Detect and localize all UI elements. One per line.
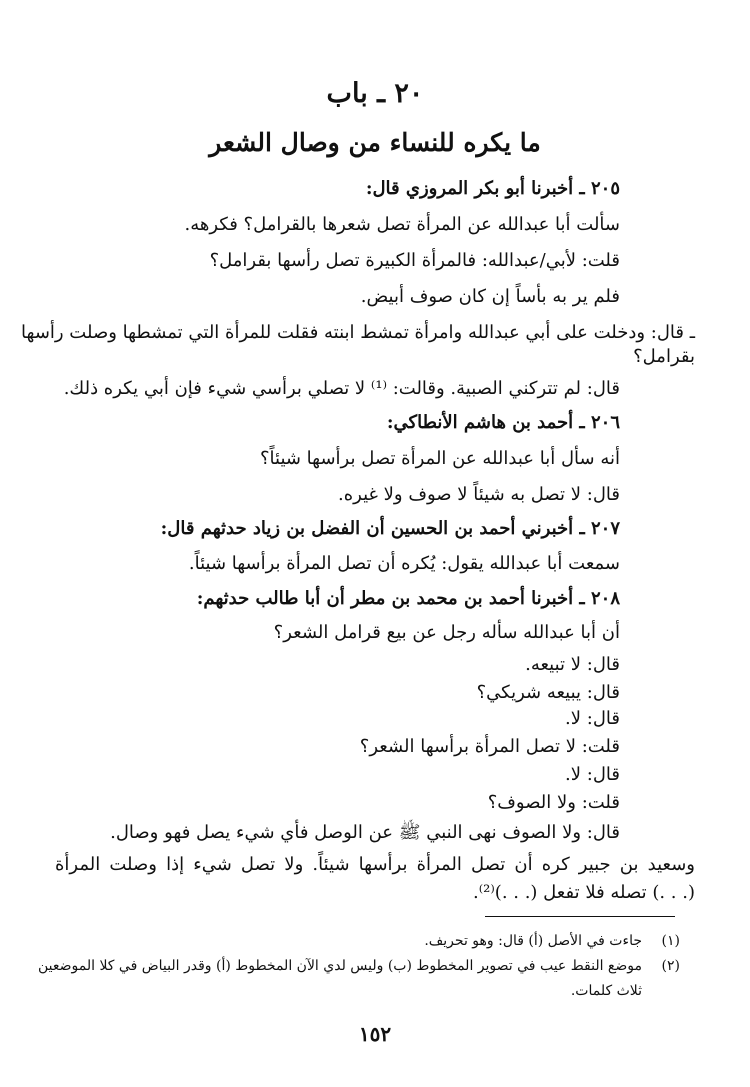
text-line: قلت: لا تصل المرأة برأسها الشعر؟	[359, 736, 620, 757]
chapter-title: ما يكره للنساء من وصال الشعر	[209, 128, 541, 157]
footnote-text: موضع النقط عيب في تصوير المخطوط (ب) وليس لدي الآن المخطوط (أ) وقدر البياض في كلا الموضعين	[38, 958, 642, 974]
footnote-mark: (١)	[661, 933, 680, 949]
footnote-mark: (٢)	[661, 958, 680, 974]
text-line-207: ٢٠٧ ـ أخبرني أحمد بن الحسين أن الفضل بن زياد حدثهم قال:	[160, 518, 620, 539]
text-line-206: ٢٠٦ ـ أحمد بن هاشم الأنطاكي:	[386, 412, 620, 433]
text-line: قال: لا.	[565, 764, 620, 785]
text-line-205: ٢٠٥ ـ أخبرنا أبو بكر المروزي قال:	[365, 178, 620, 199]
text-line: قال: لا.	[565, 708, 620, 729]
text-line: بقرامل؟	[633, 346, 695, 367]
text-line: قلت: ولا الصوف؟	[487, 792, 620, 813]
text-line: ـ قال: ودخلت على أبي عبدالله وامرأة تمشط ابنته فقلت للمرأة التي تمشطها وصلت رأسها	[21, 322, 695, 343]
text-line: أن أبا عبدالله سأله رجل عن بيع قرامل الشعر؟	[273, 622, 620, 643]
text-line: قال: لم تتركني الصبية. وقالت: ⁽¹⁾ لا تصلي برأسي شيء فإن أبي يكره ذلك.	[63, 378, 620, 399]
text-line: (. . .) تصله فلا تفعل (. . .)⁽²⁾.	[473, 882, 695, 903]
footnote-text: ثلاث كلمات.	[570, 983, 642, 999]
text-line: قلت: لأبي/عبدالله: فالمرأة الكبيرة تصل رأسها بقرامل؟	[209, 250, 620, 271]
text-line: أنه سأل أبا عبدالله عن المرأة تصل برأسها شيئاً؟	[259, 448, 620, 469]
page-number: ١٥٢	[358, 1022, 392, 1046]
footnote-2-continued	[571, 980, 680, 1002]
chapter-heading: ٢٠ ـ باب	[326, 78, 424, 109]
text-line: قال: ولا الصوف نهى النبي ﷺ عن الوصل فأي شيء يصل فهو وصال.	[110, 822, 620, 843]
text-line-208: ٢٠٨ ـ أخبرنا أحمد بن محمد بن مطر أن أبا طالب حدثهم:	[196, 588, 620, 609]
text-line: قال: لا تبيعه.	[525, 654, 620, 675]
text-line: سمعت أبا عبدالله يقول: يُكره أن تصل المرأة برأسها شيئاً.	[188, 553, 620, 574]
text-line: قال: يبيعه شريكي؟	[476, 682, 620, 703]
text-line: قال: لا تصل به شيئاً لا صوف ولا غيره.	[337, 484, 620, 505]
footnote-2	[38, 955, 680, 977]
footnote-1	[424, 930, 680, 952]
footnote-separator	[485, 916, 675, 917]
text-line: سألت أبا عبدالله عن المرأة تصل شعرها بالقرامل؟ فكرهه.	[184, 214, 620, 235]
text-line: وسعيد بن جبير كره أن تصل المرأة برأسها شيئاً. ولا تصل شيء إذا وصلت المرأة	[55, 854, 695, 875]
footnote-text: جاءت في الأصل (أ) قال: وهو تحريف.	[424, 933, 642, 949]
text-line: فلم ير به بأساً إن كان صوف أبيض.	[360, 286, 620, 307]
